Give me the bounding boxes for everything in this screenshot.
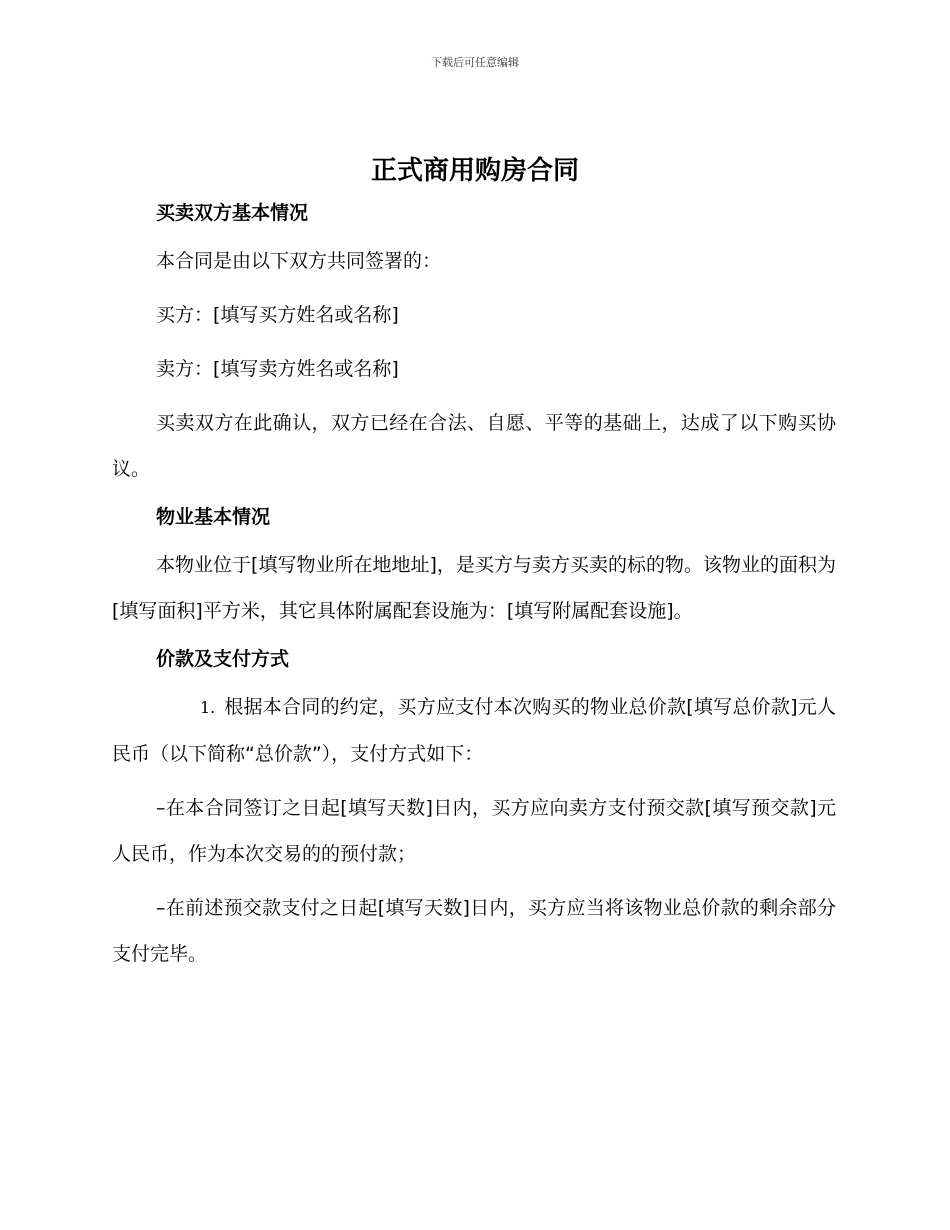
parties-intro: 本合同是由以下双方共同签署的： <box>156 250 442 272</box>
header-note: 下载后可任意编辑 <box>431 56 519 69</box>
list-number: 1. <box>200 698 216 717</box>
document-title: 正式商用购房合同 <box>370 156 579 186</box>
section-heading-payment: 价款及支付方式 <box>156 648 290 670</box>
seller-line: 卖方：[填写卖方姓名或名称] <box>156 358 399 380</box>
document-body <box>112 196 836 985</box>
confirmation-paragraph: 买卖双方在此确认，双方已经在合法、自愿、平等的基础上，达成了以下购买协议。 <box>112 412 836 480</box>
property-description: 本物业位于[填写物业所在地地址]，是买方与卖方买卖的标的物。该物业的面积为[填写面积]平方米，其它具体附属配套设施为：[填写附属配套设施]。 <box>112 554 836 622</box>
buyer-line: 买方：[填写买方姓名或名称] <box>156 304 399 326</box>
payment-item-1 <box>112 684 836 777</box>
payment-clause-b: –在前述预交款支付之日起[填写天数]日内，买方应当将该物业总价款的剩余部分支付完毕。 <box>112 897 836 965</box>
payment-item-1-text: 根据本合同的约定，买方应支付本次购买的物业总价款[填写总价款]元人民币（以下简称“总价款”），支付方式如下： <box>112 696 836 765</box>
section-heading-property: 物业基本情况 <box>156 506 271 528</box>
payment-clause-a: –在本合同签订之日起[填写天数]日内，买方应向卖方支付预交款[填写预交款]元人民币，作为本次交易的的预付款； <box>112 797 836 865</box>
section-heading-parties: 买卖双方基本情况 <box>156 202 309 224</box>
